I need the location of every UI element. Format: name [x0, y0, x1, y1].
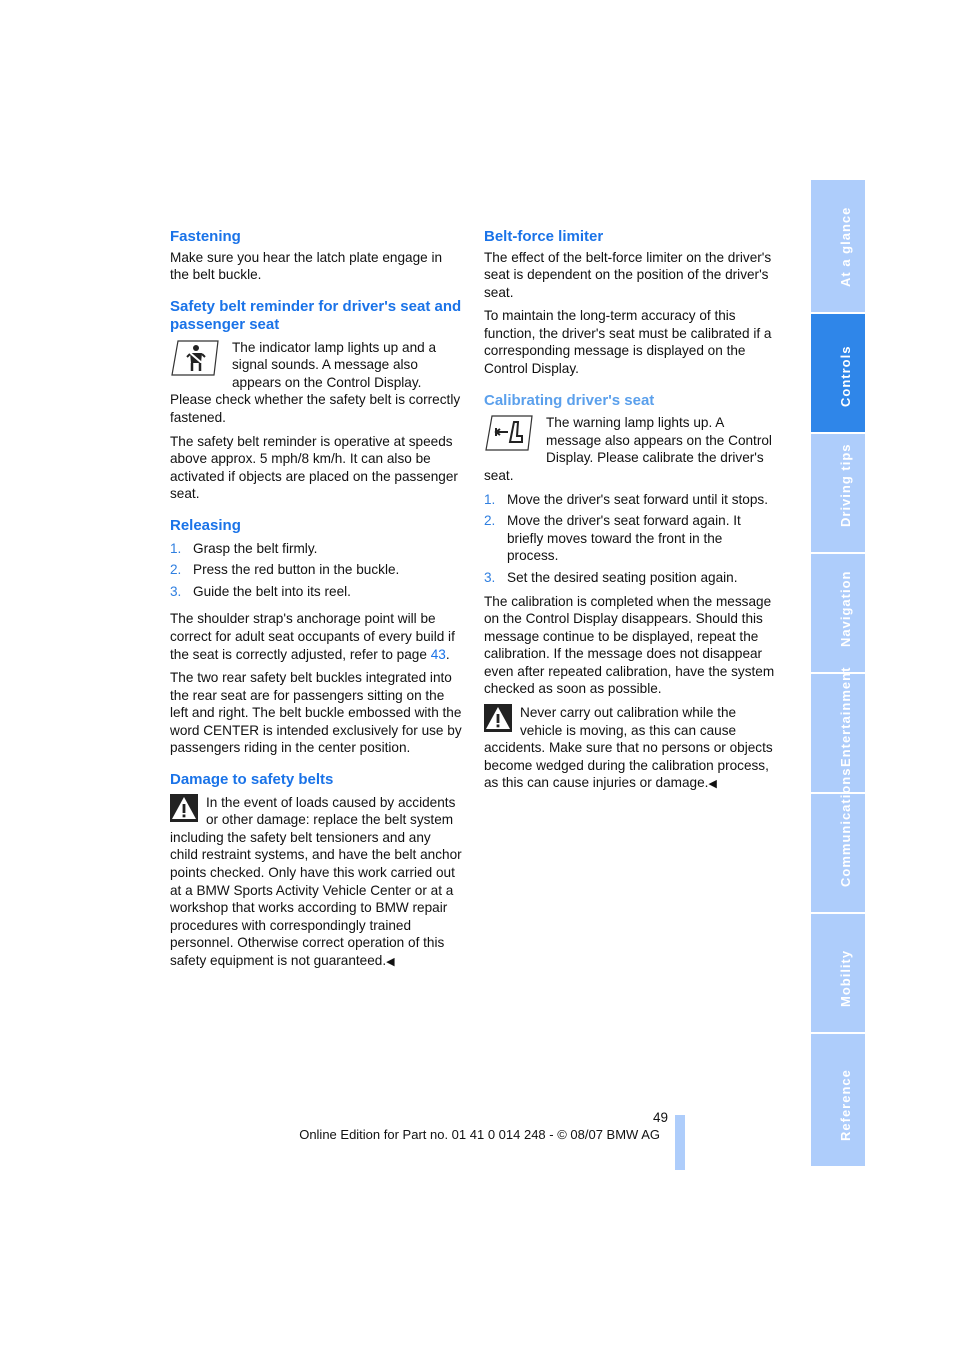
- heading-calibrating: Calibrating driver's seat: [484, 391, 655, 409]
- list-item: 1. Move the driver's seat forward until it stops.: [484, 491, 768, 507]
- releasing-para-1: The shoulder strap's anchorage point will be correct for adult seat occupants of every build if the seat is correctly adjusted, refer to page 43.: [170, 611, 455, 662]
- tab-mobility[interactable]: Mobility: [811, 914, 865, 1032]
- section-damage: [170, 771, 462, 971]
- tab-communications[interactable]: Communications: [811, 794, 865, 912]
- section-belt-reminder: [170, 298, 462, 503]
- list-item: 1. Grasp the belt firmly.: [170, 540, 318, 556]
- calibrating-para-2: The calibration is completed when the message on the Control Display disappears. Should this message continue to be displayed, repeat the calibration. If the message does not disappear even after repeated calibration, have the system checked as soon as possible.: [484, 593, 775, 697]
- calibrating-para-1: The warning lamp lights up. A message also appears on the Control Display. Please calibrate the driver's seat.: [484, 415, 772, 483]
- right-column: [484, 228, 776, 808]
- seat-calibration-icon: [484, 414, 536, 457]
- left-column: [170, 228, 462, 986]
- list-item: 3. Guide the belt into its reel.: [170, 583, 351, 599]
- warning-triangle-icon: [170, 794, 198, 827]
- calibrating-steps: [484, 491, 776, 587]
- list-item: 2. Move the driver's seat forward again. It briefly moves toward the front in the process.: [484, 513, 741, 564]
- heading-belt-force-limiter: Belt-force limiter: [484, 228, 604, 245]
- fastening-text: Make sure you hear the latch plate engage in the belt buckle.: [170, 249, 443, 283]
- end-marker-icon: ◀: [386, 955, 395, 968]
- limiter-para-2: To maintain the long-term accuracy of this function, the driver's seat must be calibrated if a corresponding message is displayed on the Control Display.: [484, 308, 772, 377]
- page-link-43[interactable]: 43: [430, 646, 446, 662]
- tab-at-a-glance[interactable]: At a glance: [811, 180, 865, 312]
- section-calibrating: [484, 392, 776, 794]
- damage-warning: In the event of loads caused by accidents or other damage: replace the belt system including the safety belt tensioners and any child restraint systems, and have the belt anchor points checked. Only have this work carried out at a BMW Sports Activity Vehicle Center or at a workshop that works according to BMW repair procedures with correspondingly trained personnel. Otherwise correct operation of this safety equipment is not guaranteed.◀: [170, 794, 462, 968]
- reminder-para-2: The safety belt reminder is operative at speeds above approx. 5 mph/8 km/h. It can also be activated if objects are placed on the passenger seat.: [170, 433, 458, 502]
- tab-controls[interactable]: Controls: [811, 314, 865, 432]
- warning-triangle-icon: [484, 704, 512, 737]
- section-belt-force-limiter: [484, 228, 776, 378]
- heading-releasing: Releasing: [170, 517, 241, 535]
- footer-edition: Online Edition for Part no. 01 41 0 014 248 - © 08/07 BMW AG: [299, 1127, 660, 1142]
- releasing-para-2: The two rear safety belt buckles integrated into the rear seat are for passengers sitting on the left and right. The belt buckle embossed with the word CENTER is intended exclusively for use by passengers riding in the center position.: [170, 670, 462, 756]
- heading-belt-reminder: Safety belt reminder for driver's seat and passenger seat: [170, 297, 462, 334]
- footer-bar: [675, 1115, 685, 1170]
- limiter-para-1: The effect of the belt-force limiter on the driver's seat is dependent on the position of the driver's seat.: [484, 249, 772, 300]
- list-item: 2. Press the red button in the buckle.: [170, 562, 400, 578]
- tab-driving-tips[interactable]: Driving tips: [811, 434, 865, 552]
- end-marker-icon: ◀: [708, 778, 717, 791]
- heading-fastening: Fastening: [170, 228, 241, 245]
- reminder-para-1: The indicator lamp lights up and a signal sounds. A message also appears on the Control Display. Please check whether the safety belt is correctly fastened.: [170, 339, 461, 426]
- seatbelt-reminder-icon: [170, 339, 222, 382]
- page-number: 49: [652, 1110, 668, 1125]
- section-fastening: [170, 228, 462, 284]
- tab-navigation[interactable]: Navigation: [811, 554, 865, 672]
- releasing-steps: [170, 540, 462, 601]
- tab-entertainment[interactable]: Entertainment: [811, 674, 865, 792]
- heading-damage: Damage to safety belts: [170, 771, 334, 789]
- list-item: 3. Set the desired seating position again.: [484, 569, 738, 585]
- tab-reference[interactable]: Reference: [811, 1034, 865, 1166]
- section-releasing: [170, 517, 462, 757]
- calibrating-warning: Never carry out calibration while the vehicle is moving, as this can cause accidents. Make sure that no persons or objects become wedged during the calibration process, as this can cause injuries or damage.◀: [484, 705, 773, 791]
